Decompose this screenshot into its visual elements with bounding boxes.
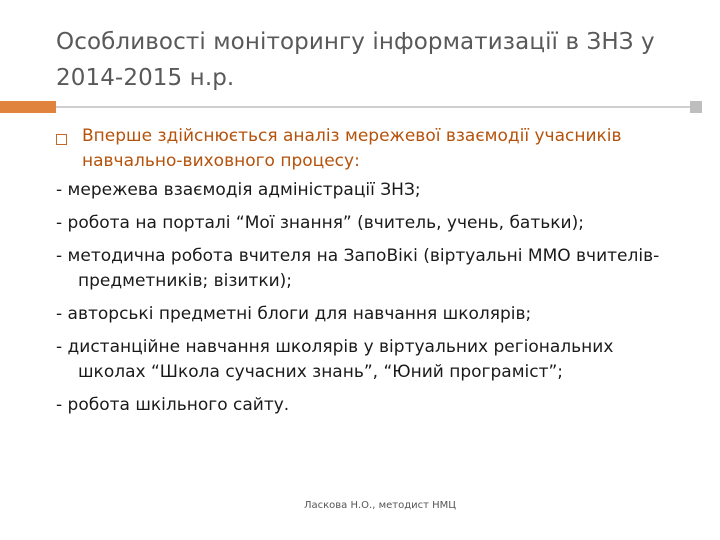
list-item: - робота шкільного сайту. bbox=[56, 395, 290, 415]
list-item: - дистанційне навчання школярів у віртуальних регіональних школах “Школа сучасних знань”, “Юний програміст”; bbox=[56, 337, 614, 382]
list-item: - методична робота вчителя на ЗапоВікі (віртуальні ММО вчителів-предметників; візитки); bbox=[56, 246, 660, 291]
slide-footer: Ласкова Н.О., методист НМЦ bbox=[303, 500, 457, 511]
slide-content bbox=[56, 124, 686, 418]
bullet-text: Вперше здійснюється аналіз мережевої взаємодії учасників навчально-виховного процесу: bbox=[82, 126, 622, 171]
square-bullet-icon bbox=[56, 134, 67, 145]
divider-end-block bbox=[690, 101, 702, 113]
list-item: - мережева взаємодія адміністрації ЗНЗ; bbox=[56, 180, 421, 200]
divider-accent-bar bbox=[0, 101, 56, 113]
bullet-point bbox=[56, 124, 686, 174]
slide-title: Особливості моніторингу інформатизації в ЗНЗ у 2014-2015 н.р. bbox=[56, 29, 655, 91]
divider-line bbox=[56, 106, 690, 108]
list-item: - авторські предметні блоги для навчання школярів; bbox=[56, 304, 532, 324]
list-item: - робота на порталі “Мої знання” (вчитель, учень, батьки); bbox=[56, 213, 584, 233]
